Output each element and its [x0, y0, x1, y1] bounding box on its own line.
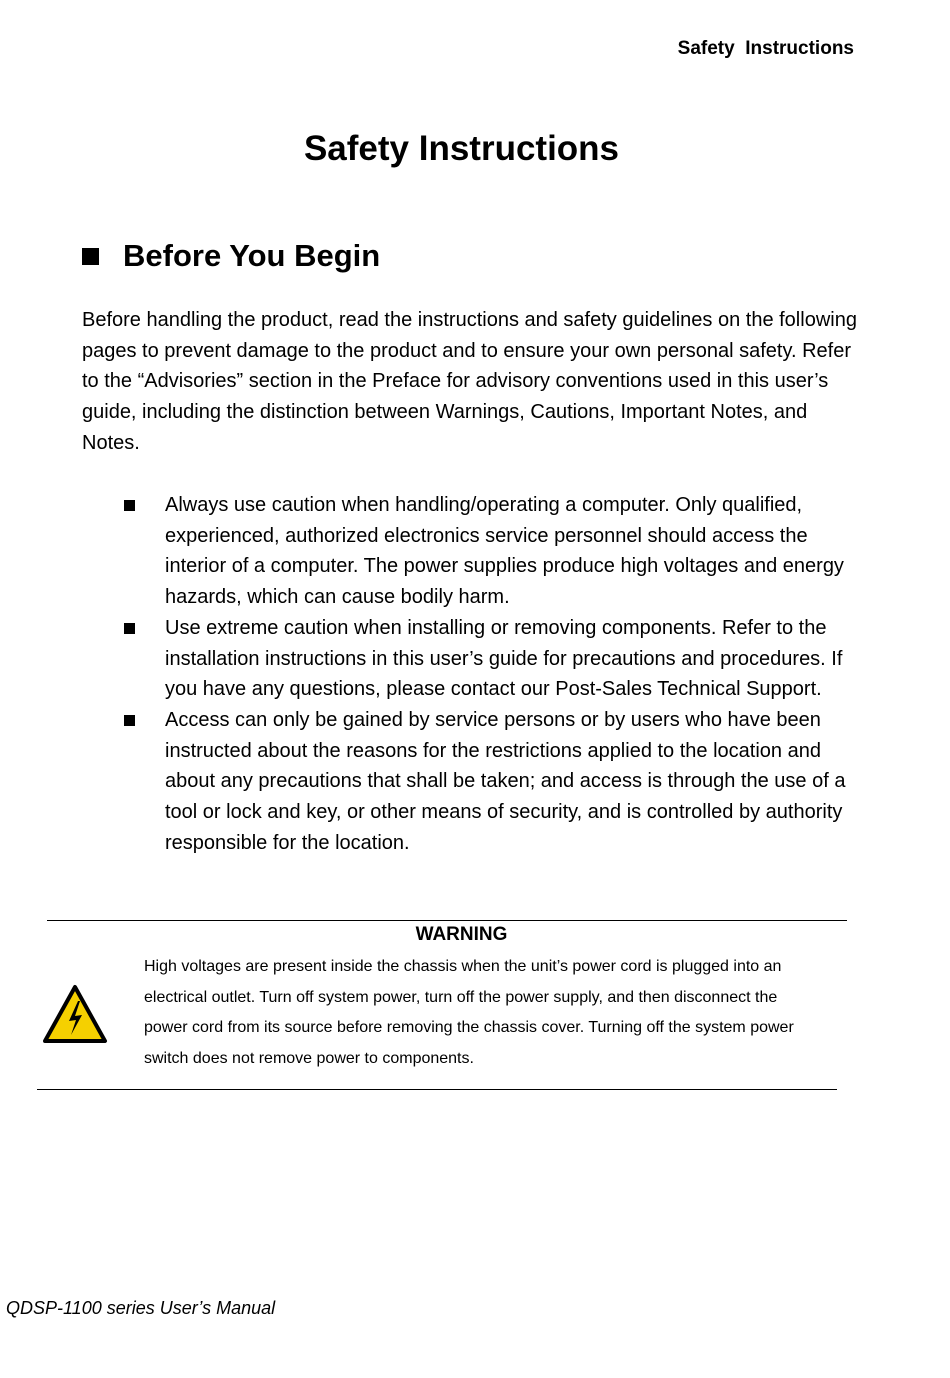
warning-title: WARNING [415, 924, 508, 945]
list-item-text: Use extreme caution when installing or removing components. Refer to the installation instructions in this user’s guide for precautions and procedures. If you have any questions, please contact our Post-Sales Technical Support. [165, 616, 843, 701]
page-title: Safety Instructions [303, 129, 620, 168]
warning-top-divider [47, 920, 847, 921]
list-item-text: Always use caution when handling/operating a computer. Only qualified, experienced, authorized electronics service personnel should access the interior of a computer. The power supplies produce high voltages and energy hazards, which can cause bodily harm. [165, 494, 844, 609]
section-heading [82, 238, 380, 274]
square-bullet-icon [82, 248, 99, 265]
warning-bottom-divider [37, 1089, 837, 1090]
section-heading-text: Before You Begin [123, 238, 381, 273]
footer-manual-name: QDSP-1100 series User’s Manual [6, 1298, 276, 1318]
intro-paragraph: Before handling the product, read the instructions and safety guidelines on the following pages to prevent damage to the product and to ensure your own personal safety. Refer to the “Advisories” section in the Preface for advisory conventions used in this user’s guide, including the distinction between Warnings, Cautions, Important Notes, and Notes. [82, 309, 857, 454]
warning-text: High voltages are present inside the chassis when the unit’s power cord is plugged into an electrical outlet. Turn off system power, turn off the power supply, and then disconnect the power cord from its source before removing the chassis cover. Turning off the system power switch does not remove power to components. [144, 958, 794, 1067]
high-voltage-warning-icon [42, 984, 108, 1044]
safety-bullet-list [124, 490, 859, 858]
square-bullet-icon [124, 715, 135, 726]
running-header: Safety Instructions [677, 38, 854, 59]
square-bullet-icon [124, 500, 135, 511]
list-item [124, 613, 859, 705]
list-item-text: Access can only be gained by service persons or by users who have been instructed about the reasons for the restrictions applied to the location and about any precautions that shall be taken; and access is through the use of a tool or lock and key, or other means of security, and is controlled by authority responsible for the location. [165, 708, 846, 854]
list-item [124, 490, 859, 613]
square-bullet-icon [124, 623, 135, 634]
list-item [124, 705, 859, 859]
